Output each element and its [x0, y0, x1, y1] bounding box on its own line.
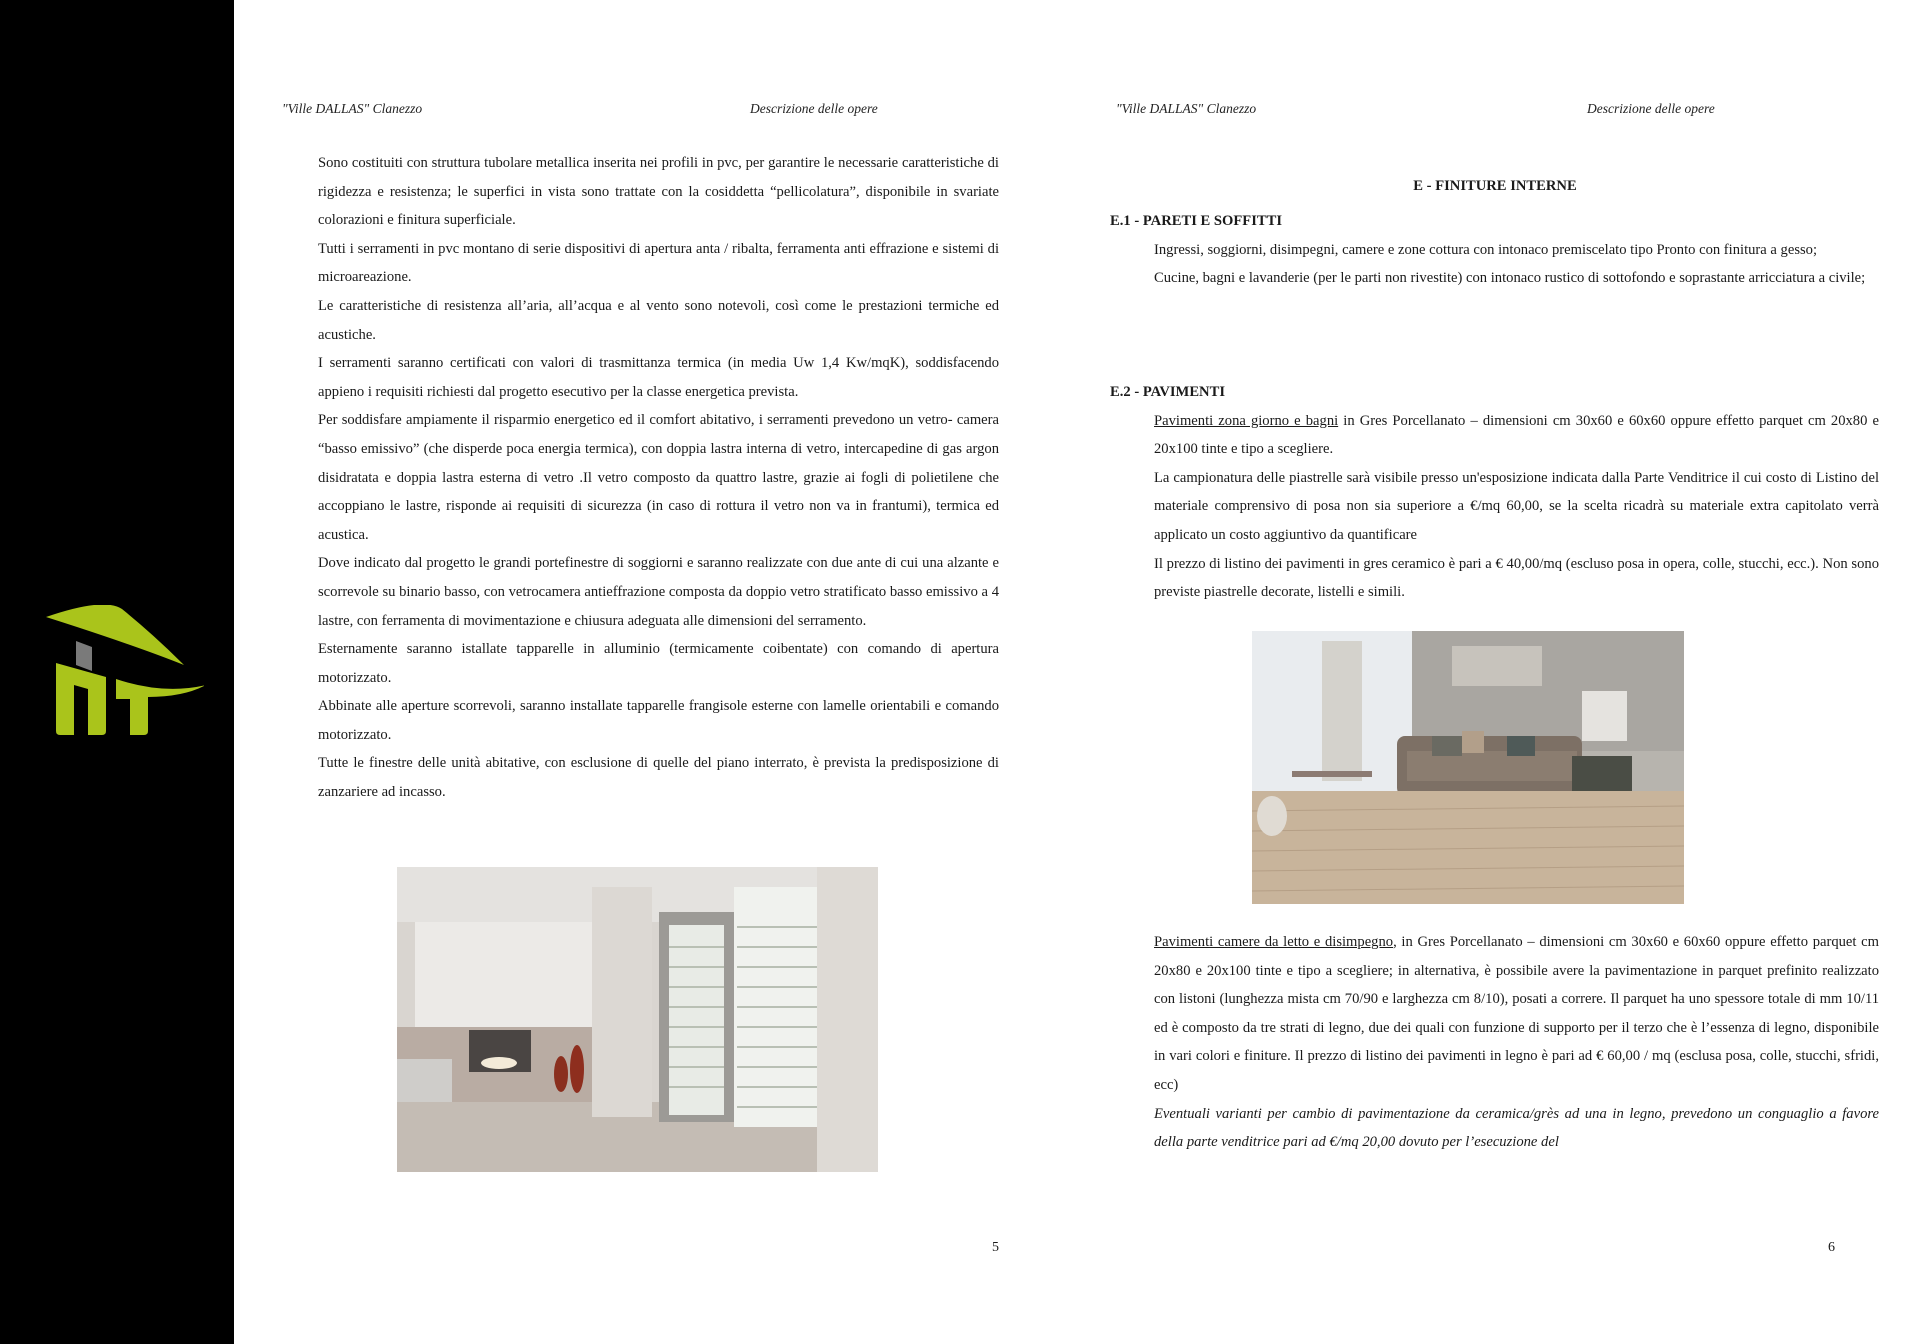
company-logo-icon — [44, 605, 204, 745]
header-project-name: "Ville DALLAS" Clanezzo — [1116, 101, 1257, 116]
subsection-title-e1: E.1 - PARETI E SOFFITTI — [1110, 213, 1283, 229]
paragraph: Cucine, bagni e lavanderie (per le parti non rivestite) con intonaco rustico di sottofondo e soprastante arricciatura a civile; — [1154, 270, 1866, 287]
paragraph: Tutti i serramenti in pvc montano di serie dispositivi di apertura anta / ribalta, ferramenta anti effrazione e sistemi di microareazione. — [318, 240, 999, 286]
paragraph: Pavimenti camere da letto e disimpegno, in Gres Porcellanato – dimensioni cm 30x60 e 60x60 oppure effetto parquet cm 20x80 e 20x100 tinte e tipo a scegliere; in alternativa, è possibile avere la pavimentazione in parquet prefinito realizzato con listoni (lunghezza mista cm 70/90 e larghezza cm 8/10), posati a correre. Il parquet ha uno spessore totale di mm 10/11 ed è composto da tre strati di legno, due dei quali con funzione di supporto per il terzo che è l’essenza di legno, disponibile in vari colori e finiture. Il prezzo di listino dei pavimenti in legno è pari ad € 60,00 / mq (esclusa posa, colle, stucchi, sfridi, ecc) — [1154, 934, 1879, 1093]
paragraph: Le caratteristiche di resistenza all’aria, all’acqua e al vento sono notevoli, così come le prestazioni termiche ed acustiche. — [318, 297, 999, 343]
photo-parquet-living-room — [1252, 631, 1684, 904]
header-document-title: Descrizione delle opere — [750, 101, 878, 116]
paragraph: Sono costituiti con struttura tubolare metallica inserita nei profili in pvc, per garantire le necessarie caratteristiche di rigidezza e resistenza; le superfici in vista sono trattate con la cosiddetta “pellicolatura”, disponibile in svariate colorazioni e finitura superficiale. — [318, 155, 999, 229]
logo-window — [76, 641, 92, 671]
header-document-title: Descrizione delle opere — [1587, 101, 1715, 116]
paragraph: La campionatura delle piastrelle sarà visibile presso un'esposizione indicata dalla Parte Venditrice il cui costo di Listino del materiale comprensivo di posa non sia superiore a €/mq 60,00, se la scelta ricadrà su materiale extra capitolato verrà applicato un costo aggiuntivo da quantificare — [1154, 469, 1879, 543]
photo-sliding-window-illustration — [397, 867, 878, 1172]
underlined-term: Pavimenti camere da letto e disimpegno — [1154, 934, 1394, 950]
section-e2-continued — [1154, 928, 1879, 1157]
logo-left-pillar — [56, 663, 106, 735]
paragraph: Esternamente saranno istallate tapparelle in alluminio (termicamente coibentate) con comando di apertura motorizzato. — [318, 641, 999, 686]
page-6 — [1070, 0, 1920, 1344]
paragraph-italic: Eventuali varianti per cambio di pavimentazione da ceramica/grès ad una in legno, prevedono un conguaglio a favore della parte venditrice pari ad €/mq 20,00 dovuto per l’esecuzione del — [1154, 1105, 1879, 1151]
section-title: E - FINITURE INTERNE — [1413, 178, 1577, 194]
section-e1 — [1110, 207, 1879, 293]
photo-parquet-living-room-illustration — [1252, 631, 1684, 904]
subsection-title-e2: E.2 - PAVIMENTI — [1110, 384, 1226, 400]
section-e2 — [1110, 378, 1879, 607]
body-text — [318, 149, 999, 807]
paragraph: Pavimenti zona giorno e bagni in Gres Porcellanato – dimensioni cm 30x60 e 60x60 oppure effetto parquet cm 20x80 e 20x100 tinte e tipo a scegliere. — [1154, 412, 1879, 458]
paragraph: Il prezzo di listino dei pavimenti in gres ceramico è pari a € 40,00/mq (escluso posa in opera, colle, stucchi, ecc.). Non sono previste piastrelle decorate, listelli e simili. — [1154, 555, 1879, 601]
sidebar — [0, 0, 234, 1344]
header-project-name: "Ville DALLAS" Clanezzo — [282, 101, 423, 116]
paragraph: Tutte le finestre delle unità abitative, con esclusione di quelle del piano interrato, è prevista la predisposizione di zanzariere ad incasso. — [318, 755, 999, 801]
page-5 — [234, 0, 1070, 1344]
page-number: 5 — [992, 1240, 999, 1255]
underlined-term: Pavimenti zona giorno e bagni — [1154, 412, 1339, 429]
paragraph: Per soddisfare ampiamente il risparmio energetico ed il comfort abitativo, i serramenti prevedono un vetro- camera “basso emissivo” (che disperde poca energia termica), con doppia lastra interna di vetro, intercapedine di gas argon disidratata e doppia lastra esterna di vetro .Il vetro composto da quattro lastre, grazie ai fogli di polietilene che accoppiano le lastre, risponde ai requisiti di sicurezza (in caso di rottura il vetro non va in frantumi), termica ed acustica. — [318, 412, 999, 543]
page-number: 6 — [1828, 1240, 1835, 1255]
paragraph: Ingressi, soggiorni, disimpegni, camere e zone cottura con intonaco premiscelato tipo Pronto con finitura a gesso; — [1154, 241, 1818, 258]
paragraph: I serramenti saranno certificati con valori di trasmittanza termica (in media Uw 1,4 Kw/mqK), soddisfacendo appieno i requisiti richiesti dal progetto esecutivo per la classe energetica prevista. — [318, 355, 999, 400]
logo-right-pillar — [116, 679, 204, 735]
paragraph: Dove indicato dal progetto le grandi portefinestre di soggiorni e saranno realizzate con due ante di cui una alzante e scorrevole su binario basso, con vetrocamera antieffrazione composta da doppio vetro stratificato basso emissivo a 4 lastre, con ferramenta di movimentazione e chiusura adeguata alle dimensioni del serramento. — [318, 555, 999, 629]
logo-roof — [46, 605, 184, 665]
paragraph: Abbinate alle aperture scorrevoli, saranno installate tapparelle frangisole esterne con lamelle orientabili e comando motorizzato. — [318, 698, 999, 743]
photo-sliding-window — [397, 867, 878, 1172]
